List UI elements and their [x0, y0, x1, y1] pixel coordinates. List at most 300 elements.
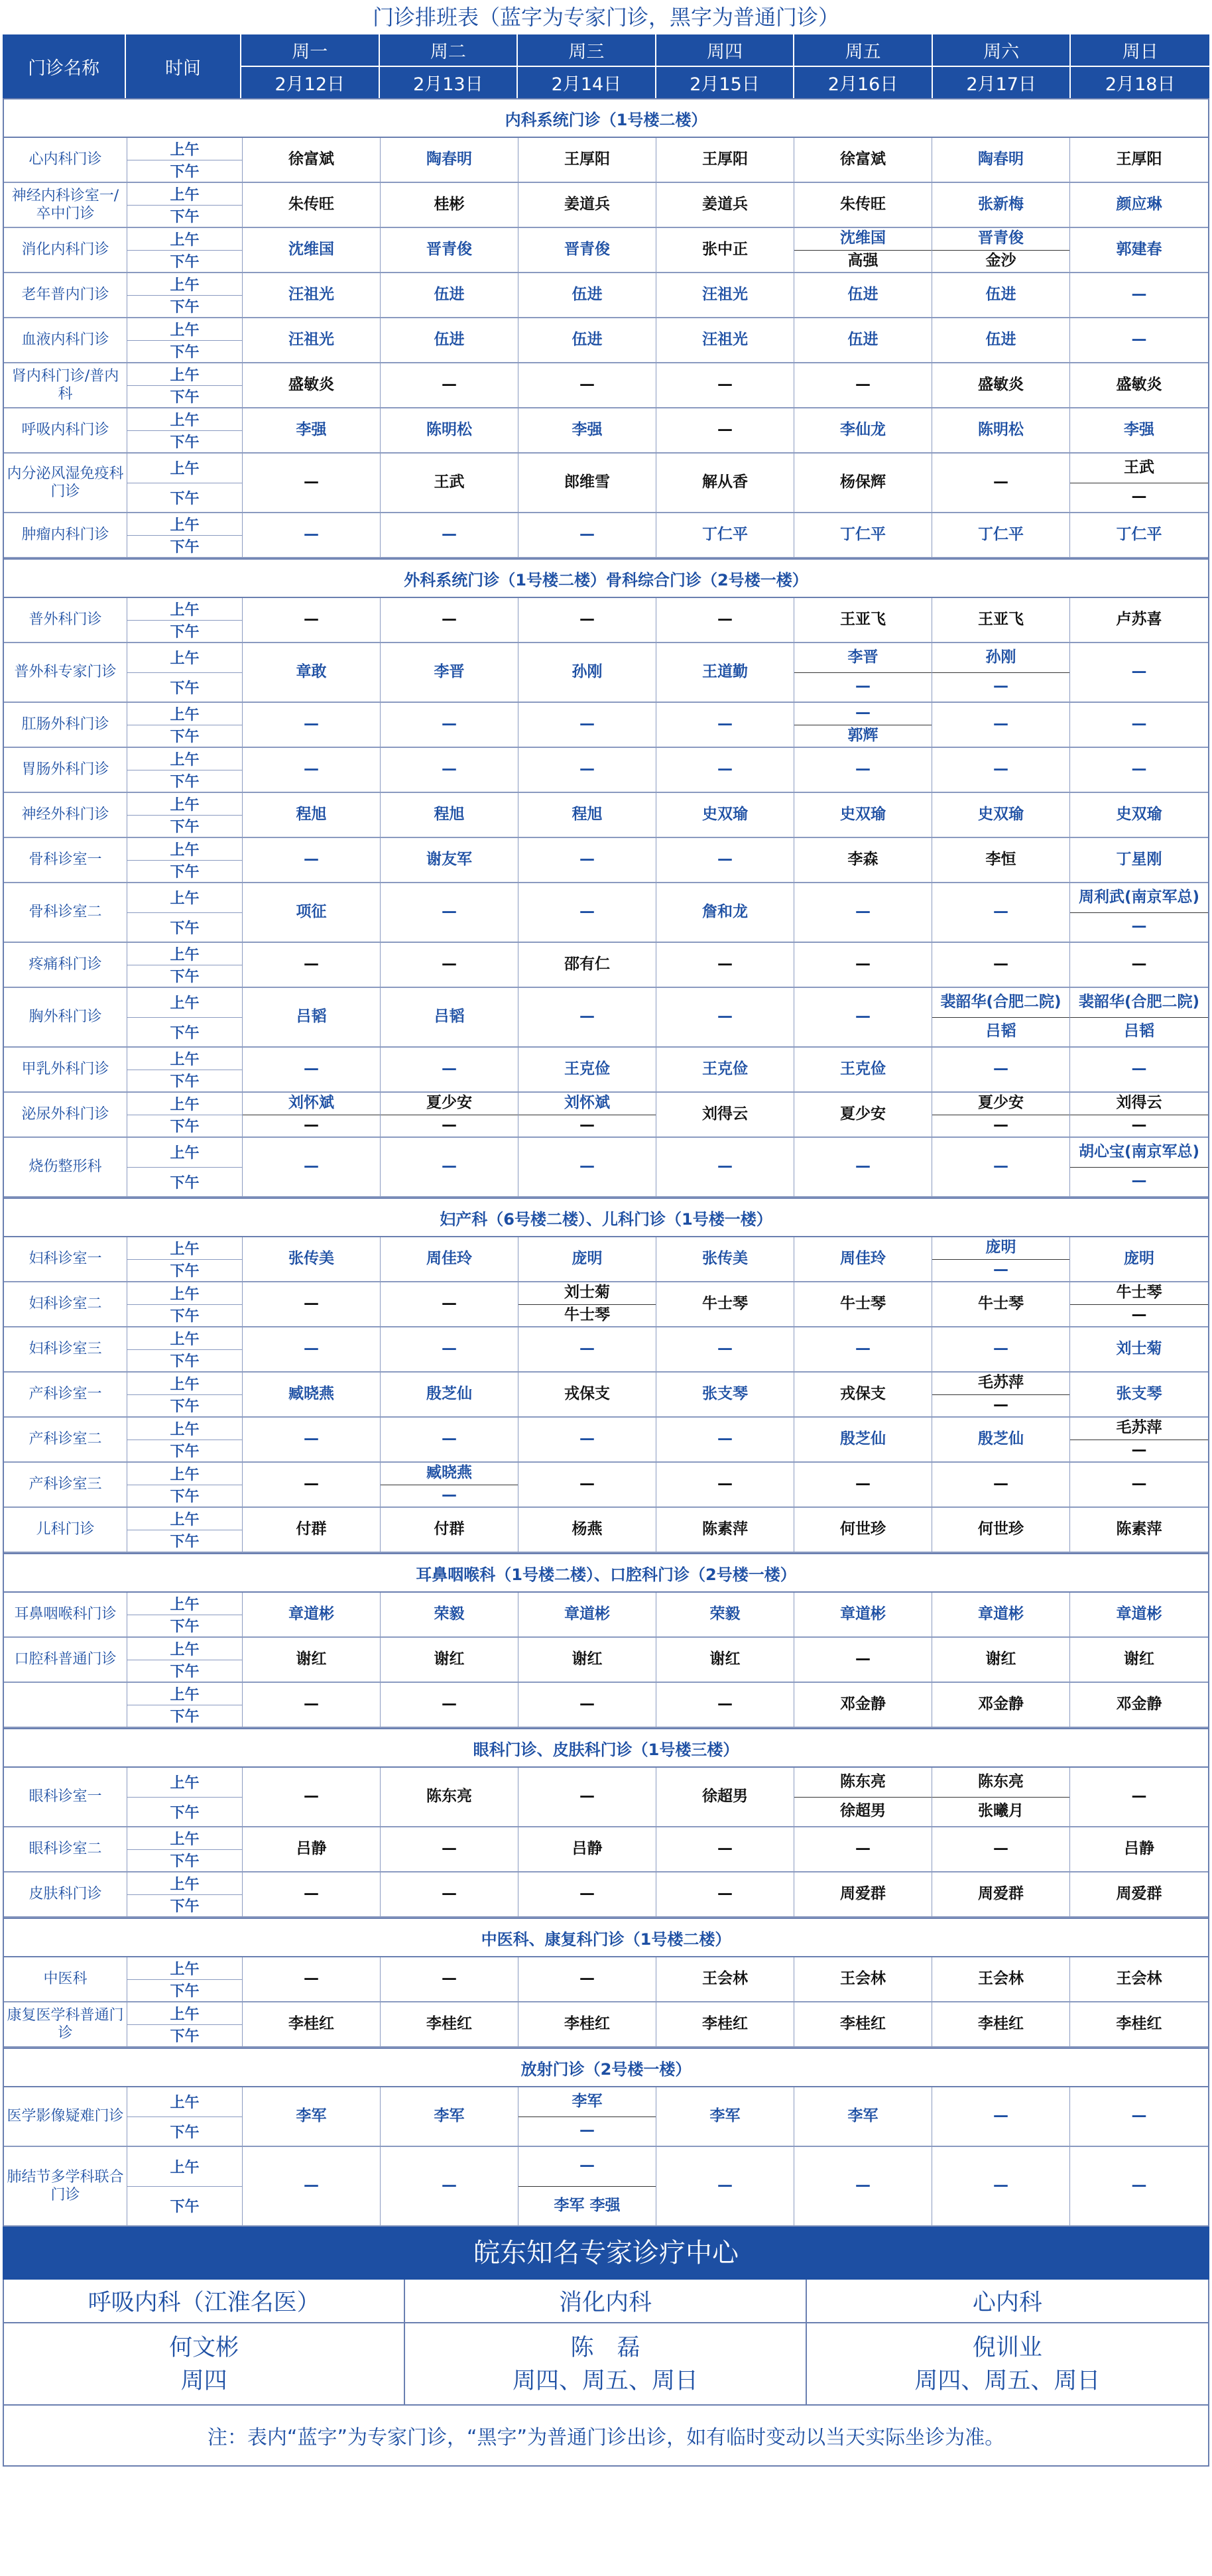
schedule-cell — [656, 1093, 794, 1136]
doctor-name: 庞明 — [1124, 1250, 1154, 1268]
schedule-cell — [518, 513, 656, 557]
doctor-name: — — [717, 1840, 733, 1858]
schedule-cell — [381, 838, 518, 882]
schedule-cell — [381, 1683, 518, 1727]
doctor-name: — — [304, 1060, 319, 1078]
schedule-cell — [243, 1138, 381, 1196]
schedule-cell — [656, 1827, 794, 1871]
schedule-cell — [381, 1373, 518, 1416]
schedule-cell — [794, 1827, 932, 1871]
schedule-cell — [932, 228, 1070, 272]
doctor-name: 吕韬 — [932, 1017, 1069, 1047]
schedule-cell — [1070, 1768, 1208, 1826]
doctor-name: 朱传旺 — [288, 196, 334, 214]
doctor-name: 周利武(南京军总) — [1078, 888, 1200, 906]
schedule-cell — [518, 1463, 656, 1506]
dept-name: 产科诊室一 — [4, 1373, 127, 1416]
schedule-cell — [1070, 273, 1208, 317]
schedule-cell — [381, 513, 518, 557]
time-slots — [127, 1768, 243, 1826]
schedule-cell — [381, 1508, 518, 1552]
doctor-name: 姜道兵 — [564, 196, 610, 214]
schedule-cell — [381, 1327, 518, 1371]
schedule-cell — [243, 2147, 381, 2225]
schedule-cell — [243, 2087, 381, 2146]
afternoon-label: 下午 — [127, 2186, 242, 2226]
doctor-name: — — [855, 1840, 871, 1858]
doctor-name: — — [855, 2177, 871, 2195]
table-row — [4, 1957, 1208, 2002]
dept-name: 儿科门诊 — [4, 1508, 127, 1552]
schedule-cell — [656, 703, 794, 747]
doctor-name: 章道彬 — [288, 1605, 334, 1623]
morning-label: 上午 — [170, 1596, 200, 1613]
doctor-name: — — [442, 1885, 457, 1903]
dept-name: 心内科门诊 — [4, 138, 127, 182]
doctor-name: 丁仁平 — [978, 526, 1024, 544]
table-row — [4, 1827, 1208, 1872]
morning-label: 上午 — [170, 841, 200, 859]
afternoon-label: 下午 — [127, 205, 242, 227]
afternoon-label: 下午 — [127, 1705, 242, 1727]
schedule-cell — [794, 138, 932, 182]
schedule-cell — [656, 1638, 794, 1682]
doctor-name: — — [381, 1485, 518, 1507]
schedule-cell — [518, 703, 656, 747]
doctor-name: 周爱群 — [1116, 1885, 1162, 1903]
schedule-cell — [518, 1957, 656, 2001]
schedule-cell — [932, 1957, 1070, 2001]
doctor-name: — — [579, 611, 595, 629]
time-slots — [127, 1418, 243, 1461]
doctor-name: 汪祖光 — [702, 286, 748, 304]
day-date: 2月17日 — [933, 66, 1070, 98]
section-title: 中医科、康复科门诊（1号楼二楼） — [4, 1918, 1208, 1957]
table-row — [4, 1282, 1208, 1327]
doctor-name: — — [304, 1788, 319, 1806]
afternoon-label: 下午 — [127, 295, 242, 318]
schedule-cell — [381, 138, 518, 182]
schedule-cell — [932, 363, 1070, 407]
center-dept: 呼吸内科（江淮名医） — [4, 2280, 404, 2323]
doctor-name: — — [1070, 1440, 1208, 1462]
schedule-cell — [656, 318, 794, 362]
schedule-cell — [381, 363, 518, 407]
morning-label: 上午 — [170, 1376, 200, 1393]
schedule-cell — [656, 1768, 794, 1826]
schedule-cell — [243, 1282, 381, 1326]
doctor-name: 李桂红 — [702, 2015, 748, 2033]
dept-name: 消化内科门诊 — [4, 228, 127, 272]
time-slots — [127, 643, 243, 702]
doctor-name: — — [1131, 663, 1147, 681]
schedule-cell — [243, 1373, 381, 1416]
schedule-cell — [518, 183, 656, 227]
day-header — [380, 34, 518, 98]
schedule-cell — [1070, 1282, 1208, 1326]
schedule-cell — [656, 1418, 794, 1461]
schedule-cell — [794, 1048, 932, 1091]
time-slots — [127, 408, 243, 452]
doctor-name: — — [855, 1650, 871, 1668]
schedule-cell — [656, 2002, 794, 2046]
doctor-name: 丁仁平 — [1116, 526, 1162, 544]
doctor-name: 李军 — [296, 2107, 327, 2125]
doctor-name: — — [579, 2157, 595, 2175]
doctor-name: 付群 — [434, 1520, 465, 1538]
afternoon-label: 下午 — [127, 1660, 242, 1682]
dept-name: 疼痛科门诊 — [4, 943, 127, 987]
doctor-name: — — [855, 903, 871, 921]
doctor-name: 章道彬 — [564, 1605, 610, 1623]
doctor-name: 戎保支 — [564, 1385, 610, 1403]
schedule-cell — [1070, 2002, 1208, 2046]
schedule-cell — [518, 1593, 656, 1636]
doctor-name: 谢红 — [296, 1650, 327, 1668]
doctor-name: 李晋 — [434, 663, 465, 681]
doctor-name: 郭辉 — [794, 725, 932, 747]
doctor-name: 张曦月 — [932, 1797, 1069, 1827]
table-row — [4, 883, 1208, 943]
doctor-name: — — [855, 955, 871, 973]
doctor-name: — — [579, 903, 595, 921]
schedule-cell — [794, 703, 932, 747]
morning-label: 上午 — [170, 367, 200, 384]
dept-name: 妇科诊室一 — [4, 1237, 127, 1281]
doctor-name: — — [993, 1475, 1008, 1493]
doctor-name: 李强 — [572, 421, 603, 439]
center-title: 皖东知名专家诊疗中心 — [3, 2227, 1209, 2280]
schedule-cell — [518, 1418, 656, 1461]
time-slots — [127, 598, 243, 642]
doctor-name: 程旭 — [572, 806, 603, 824]
schedule-cell — [243, 363, 381, 407]
time-slots — [127, 838, 243, 882]
morning-label: 上午 — [170, 412, 200, 429]
dept-name: 老年普内门诊 — [4, 273, 127, 317]
time-slots — [127, 138, 243, 182]
doctor-name: 晋青俊 — [564, 241, 610, 259]
doctor-name: 王亚飞 — [840, 611, 886, 629]
doctor-name: 李森 — [847, 851, 879, 869]
doctor-name: 王武 — [434, 473, 465, 491]
time-slots — [127, 1093, 243, 1136]
doctor-name: 邵有仁 — [564, 955, 610, 973]
doctor-name: — — [304, 1158, 319, 1176]
doctor-name: 裴韶华(合肥二院) — [1078, 993, 1200, 1011]
day-date: 2月15日 — [656, 66, 794, 98]
afternoon-label: 下午 — [127, 965, 242, 987]
schedule-cell — [381, 1768, 518, 1826]
schedule-cell — [381, 1237, 518, 1281]
day-name: 周一 — [292, 42, 328, 62]
doctor-name: 汪祖光 — [288, 286, 334, 304]
doctor-name: 李桂红 — [564, 2015, 610, 2033]
center-doctor: 何文彬 — [169, 2335, 239, 2361]
doctor-name: 盛敏炎 — [1116, 376, 1162, 394]
doctor-name: 邓金静 — [978, 1695, 1024, 1713]
schedule-cell — [243, 1768, 381, 1826]
schedule-cell — [381, 1138, 518, 1196]
doctor-name: 荣毅 — [709, 1605, 741, 1623]
schedule-cell — [794, 1463, 932, 1506]
schedule-cell — [1070, 1418, 1208, 1461]
doctor-name: — — [1131, 2107, 1147, 2125]
schedule-cell — [794, 1327, 932, 1371]
schedule-cell — [656, 643, 794, 702]
schedule-cell — [932, 988, 1070, 1046]
dept-name: 眼科诊室二 — [4, 1827, 127, 1871]
doctor-name: — — [993, 2107, 1008, 2125]
doctor-name: — — [442, 1430, 457, 1448]
doctor-name: 徐超男 — [702, 1788, 748, 1806]
doctor-name: — — [442, 526, 457, 544]
schedule-cell — [518, 363, 656, 407]
morning-label: 上午 — [170, 1145, 200, 1162]
time-header: 时间 — [126, 34, 241, 98]
doctor-name: 李强 — [1124, 421, 1154, 439]
schedule-cell — [243, 273, 381, 317]
table-row — [4, 793, 1208, 838]
doctor-name: — — [442, 2177, 457, 2195]
doctor-name: 周佳玲 — [426, 1250, 472, 1268]
doctor-name: — — [1131, 1788, 1147, 1806]
morning-label: 上午 — [170, 946, 200, 963]
afternoon-label: 下午 — [127, 770, 242, 792]
table-row — [4, 1638, 1208, 1683]
time-slots — [127, 943, 243, 987]
morning-label: 上午 — [170, 231, 200, 249]
doctor-name: — — [1131, 1475, 1147, 1493]
doctor-name: — — [442, 1060, 457, 1078]
doctor-name: 牛士琴 — [840, 1295, 886, 1313]
afternoon-label: 下午 — [127, 912, 242, 942]
doctor-name: 吕韬 — [434, 1008, 465, 1026]
schedule-cell — [794, 1593, 932, 1636]
doctor-name: 吕静 — [1124, 1840, 1154, 1858]
schedule-cell — [656, 2147, 794, 2225]
schedule-cell — [243, 183, 381, 227]
schedule-cell — [518, 1872, 656, 1916]
doctor-name: — — [579, 1885, 595, 1903]
doctor-name: — — [855, 1008, 871, 1026]
schedule-cell — [1070, 318, 1208, 362]
doctor-name: — — [518, 1115, 656, 1137]
doctor-name: 王武 — [1124, 458, 1154, 476]
table-row — [4, 1768, 1208, 1827]
table-row — [4, 703, 1208, 748]
schedule-cell — [1070, 1093, 1208, 1136]
doctor-name: — — [442, 1295, 457, 1313]
time-slots — [127, 1827, 243, 1871]
doctor-name: 臧晓燕 — [426, 1464, 472, 1482]
doctor-name: — — [579, 761, 595, 778]
doctor-name: 陈东亮 — [840, 1772, 886, 1790]
doctor-name: — — [717, 761, 733, 778]
doctor-name: — — [442, 1840, 457, 1858]
table-row — [4, 273, 1208, 318]
doctor-name: 陶春明 — [978, 151, 1024, 168]
doctor-name: 毛苏萍 — [1116, 1419, 1162, 1437]
doctor-name: 姜道兵 — [702, 196, 748, 214]
doctor-name: 伍进 — [572, 331, 603, 349]
schedule-cell — [381, 1957, 518, 2001]
schedule-cell — [381, 748, 518, 792]
doctor-name: — — [579, 1695, 595, 1713]
doctor-name: 胡心宝(南京军总) — [1078, 1142, 1200, 1160]
afternoon-label: 下午 — [127, 2024, 242, 2047]
schedule-cell — [243, 1638, 381, 1682]
day-name: 周二 — [430, 42, 466, 62]
time-slots — [127, 454, 243, 512]
schedule-cell — [932, 318, 1070, 362]
doctor-name: 卢苏喜 — [1116, 611, 1162, 629]
doctor-name: — — [993, 715, 1008, 733]
schedule-cell — [932, 598, 1070, 642]
doctor-name: 刘士菊 — [1116, 1340, 1162, 1358]
doctor-name: 郭建春 — [1116, 241, 1162, 259]
table-row — [4, 2147, 1208, 2227]
footer-note: 注：表内“蓝字”为专家门诊，“黑字”为普通门诊出诊，如有临时变动以当天实际坐诊为准。 — [3, 2406, 1209, 2467]
schedule-cell — [656, 1957, 794, 2001]
schedule-cell — [381, 1093, 518, 1136]
center-item — [807, 2280, 1208, 2406]
schedule-cell — [1070, 883, 1208, 942]
doctor-name: 吕韬 — [1070, 1017, 1208, 1047]
doctor-name: 陈明松 — [978, 421, 1024, 439]
doctor-name: 李桂红 — [840, 2015, 886, 2033]
doctor-name: — — [442, 1158, 457, 1176]
schedule-cell — [381, 1593, 518, 1636]
schedule-cell — [656, 1048, 794, 1091]
schedule-cell — [1070, 513, 1208, 557]
morning-label: 上午 — [170, 1286, 200, 1303]
schedule-cell — [518, 793, 656, 837]
dept-name: 产科诊室二 — [4, 1418, 127, 1461]
center-days: 周四、周五、周日 — [807, 2364, 1208, 2406]
doctor-name: 程旭 — [296, 806, 327, 824]
schedule-cell — [381, 183, 518, 227]
day-name: 周五 — [845, 42, 881, 62]
afternoon-label: 下午 — [127, 2116, 242, 2146]
doctor-name: — — [993, 1840, 1008, 1858]
schedule-cell — [656, 183, 794, 227]
time-slots — [127, 1957, 243, 2001]
doctor-name: 牛士琴 — [978, 1295, 1024, 1313]
page-title: 门诊排班表（蓝字为专家门诊，黑字为普通门诊） — [372, 5, 839, 30]
doctor-name: — — [855, 761, 871, 778]
doctor-name: 戎保支 — [840, 1385, 886, 1403]
morning-label: 上午 — [170, 1775, 200, 1792]
schedule-cell — [794, 2002, 932, 2046]
table-row — [4, 408, 1208, 454]
doctor-name: 陈东亮 — [978, 1772, 1024, 1790]
schedule-cell — [1070, 643, 1208, 702]
dept-name: 神经外科门诊 — [4, 793, 127, 837]
doctor-name: 殷芝仙 — [978, 1430, 1024, 1448]
morning-label: 上午 — [170, 890, 200, 908]
schedule-cell — [1070, 1957, 1208, 2001]
table-row — [4, 1373, 1208, 1418]
schedule-cell — [656, 363, 794, 407]
afternoon-label: 下午 — [127, 1017, 242, 1047]
table-row — [4, 183, 1208, 228]
morning-label: 上午 — [170, 751, 200, 768]
schedule-cell — [794, 273, 932, 317]
doctor-name: 解从香 — [702, 473, 748, 491]
schedule-cell — [932, 838, 1070, 882]
morning-label: 上午 — [170, 1641, 200, 1658]
schedule-cell — [656, 1463, 794, 1506]
schedule-cell — [932, 408, 1070, 452]
schedule-cell — [243, 703, 381, 747]
schedule-cell — [794, 454, 932, 512]
schedule-cell — [518, 1327, 656, 1371]
table-row — [4, 943, 1208, 988]
doctor-name: 王会林 — [978, 1970, 1024, 1988]
schedule-cell — [518, 748, 656, 792]
schedule-cell — [518, 2087, 656, 2146]
doctor-name: — — [304, 1295, 319, 1313]
doctor-name: — — [993, 1060, 1008, 1078]
doctor-name: — — [932, 672, 1069, 702]
schedule-cell — [1070, 1237, 1208, 1281]
day-name: 周日 — [1122, 42, 1158, 62]
doctor-name: 徐超男 — [794, 1797, 932, 1827]
schedule-cell — [932, 1768, 1070, 1826]
schedule-cell — [656, 598, 794, 642]
doctor-name: 詹和龙 — [702, 903, 748, 921]
doctor-name: 张新梅 — [978, 196, 1024, 214]
doctor-name: — — [717, 2177, 733, 2195]
schedule-cell — [794, 1237, 932, 1281]
schedule-cell — [243, 513, 381, 557]
schedule-cell — [381, 988, 518, 1046]
doctor-name: 刘得云 — [1116, 1094, 1162, 1112]
time-slots — [127, 318, 243, 362]
schedule-cell — [243, 1093, 381, 1136]
schedule-cell — [932, 643, 1070, 702]
doctor-name: 何世珍 — [978, 1520, 1024, 1538]
schedule-cell — [243, 1872, 381, 1916]
afternoon-label: 下午 — [127, 1849, 242, 1872]
doctor-name: — — [1070, 1115, 1208, 1137]
schedule-cell — [1070, 1463, 1208, 1506]
table-row — [4, 1593, 1208, 1638]
doctor-name: — — [579, 1008, 595, 1026]
doctor-name: 谢红 — [572, 1650, 603, 1668]
day-header — [518, 34, 656, 98]
doctor-name: — — [717, 851, 733, 869]
doctor-name: 陈明松 — [426, 421, 472, 439]
schedule-cell — [243, 1508, 381, 1552]
table-row — [4, 1327, 1208, 1373]
table-row — [4, 138, 1208, 183]
morning-label: 上午 — [170, 1421, 200, 1438]
afternoon-label: 下午 — [127, 1167, 242, 1197]
center-item — [405, 2280, 806, 2406]
doctor-name: 谢友军 — [426, 851, 472, 869]
schedule-cell — [794, 598, 932, 642]
doctor-name: 牛士琴 — [1116, 1284, 1162, 1302]
dept-name: 骨科诊室一 — [4, 838, 127, 882]
doctor-name: 夏少安 — [840, 1105, 886, 1123]
schedule-cell — [656, 1237, 794, 1281]
afternoon-label: 下午 — [127, 483, 242, 513]
doctor-name: — — [304, 1695, 319, 1713]
schedule-cell — [518, 2002, 656, 2046]
doctor-name: — — [993, 2177, 1008, 2195]
